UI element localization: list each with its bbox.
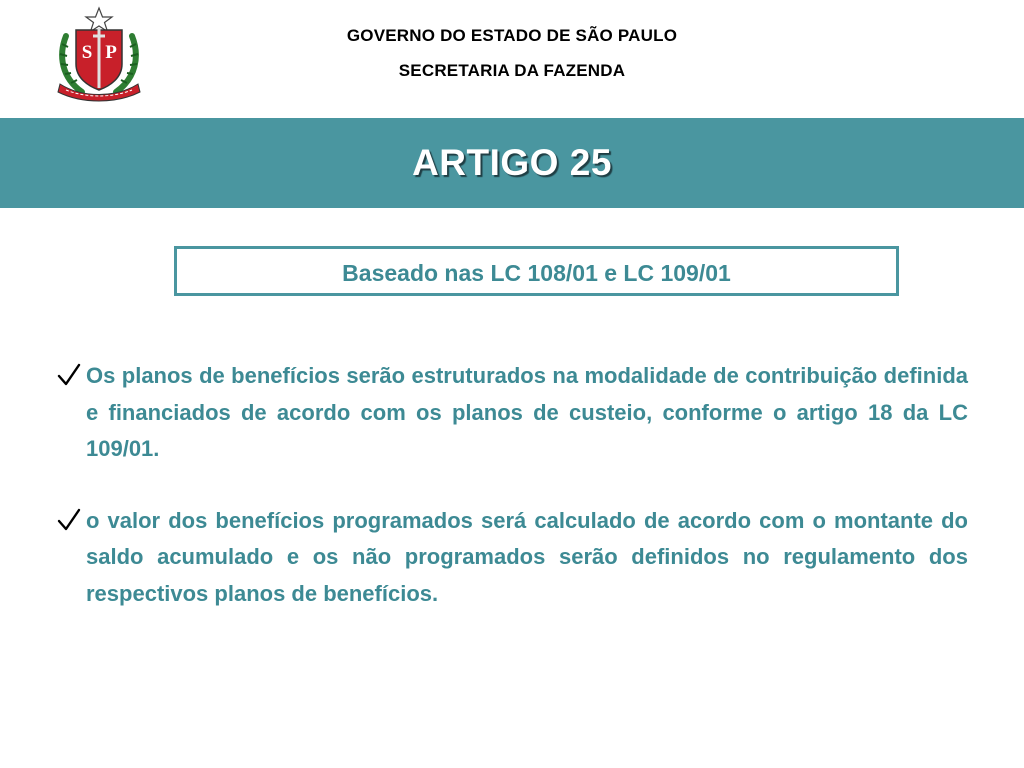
checkmark-icon xyxy=(56,362,82,388)
checkmark-icon xyxy=(56,507,82,533)
legal-basis-box xyxy=(174,246,899,296)
page-title: ARTIGO 25 xyxy=(412,142,612,183)
bullet-item-benefit-value xyxy=(56,503,968,613)
svg-text:S: S xyxy=(81,42,93,63)
department-name: SECRETARIA DA FAZENDA xyxy=(398,61,626,80)
svg-text:P: P xyxy=(105,42,117,63)
bullet-text: Os planos de benefícios serão estruturados na modalidade de contribuição definida e financiados de acordo com os planos de custeio, conforme o artigo 18 da LC 109/01. xyxy=(86,363,968,461)
legal-basis-text: Baseado nas LC 108/01 e LC 109/01 xyxy=(342,260,731,286)
sao-paulo-coat-of-arms-logo xyxy=(52,6,146,104)
government-name: GOVERNO DO ESTADO DE SÃO PAULO xyxy=(346,26,678,45)
bullet-item-contribution xyxy=(56,358,968,468)
bullet-list xyxy=(56,358,968,647)
bullet-text: o valor dos benefícios programados será calculado de acordo com o montante do saldo acumulado e os não programados serão definidos no regulamento dos respectivos planos de benefícios. xyxy=(86,507,968,606)
page-header xyxy=(0,0,1024,118)
